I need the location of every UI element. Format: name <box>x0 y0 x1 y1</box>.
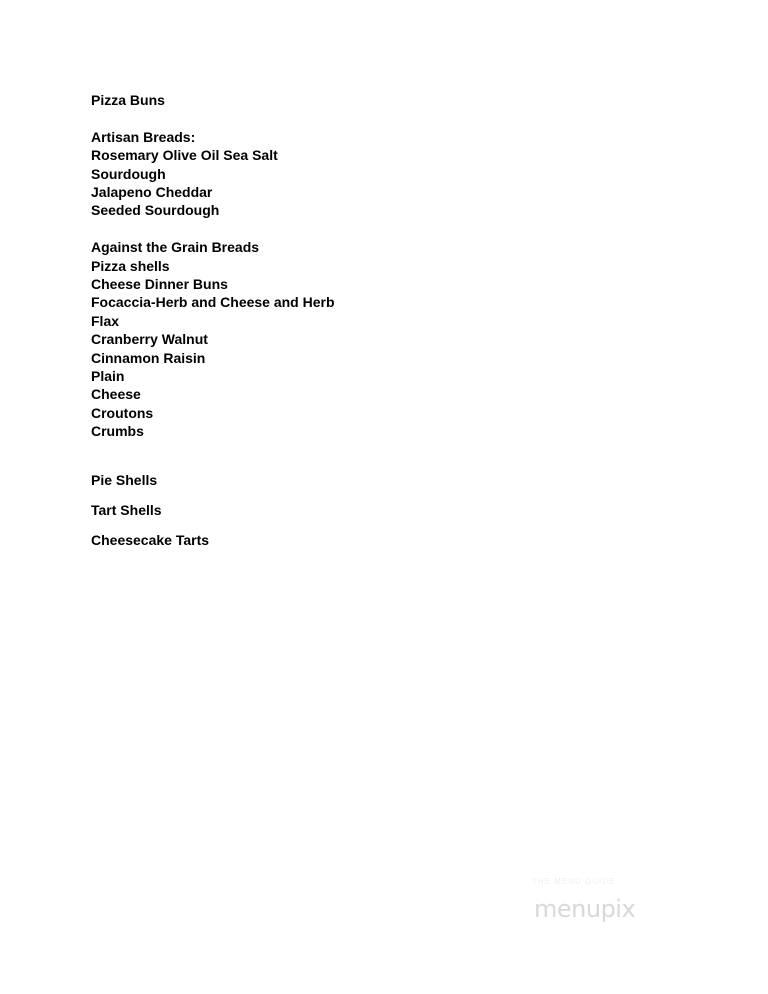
menu-item: Focaccia-Herb and Cheese and Herb <box>91 294 335 311</box>
menu-item: Plain <box>91 368 125 385</box>
section-gap <box>91 109 691 127</box>
menupix-watermark <box>528 875 688 935</box>
watermark-tagline: THE MENU GUIDE <box>532 877 616 886</box>
menu-item: Jalapeno Cheddar <box>91 184 213 201</box>
section-heading-against-the-grain: Against the Grain Breads <box>91 239 260 256</box>
menu-item: Croutons <box>91 404 154 421</box>
menupix-logo: menupix <box>534 895 636 923</box>
menu-item: Cheese <box>91 386 141 403</box>
menu-item: Rosemary Olive Oil Sea Salt <box>91 147 278 164</box>
section-gap <box>91 441 691 471</box>
menu-item: Cheese Dinner Buns <box>91 276 228 293</box>
menu-item: Flax <box>91 312 120 329</box>
menu-item: Crumbs <box>91 423 144 440</box>
menu-item: Cranberry Walnut <box>91 331 208 348</box>
menu-item: Pizza shells <box>91 257 170 274</box>
menu-list <box>91 91 691 549</box>
menu-item: Tart Shells <box>91 501 162 518</box>
menu-item: Cheesecake Tarts <box>91 531 210 548</box>
item-gap <box>91 519 691 531</box>
section-gap <box>91 220 691 238</box>
menu-item: Cinnamon Raisin <box>91 349 206 366</box>
item-gap <box>91 489 691 501</box>
menu-item: Seeded Sourdough <box>91 202 220 219</box>
menu-item: Sourdough <box>91 165 166 182</box>
menu-item: Pie Shells <box>91 471 158 488</box>
section-heading-artisan-breads: Artisan Breads: <box>91 128 196 145</box>
menu-item: Pizza Buns <box>91 92 165 108</box>
